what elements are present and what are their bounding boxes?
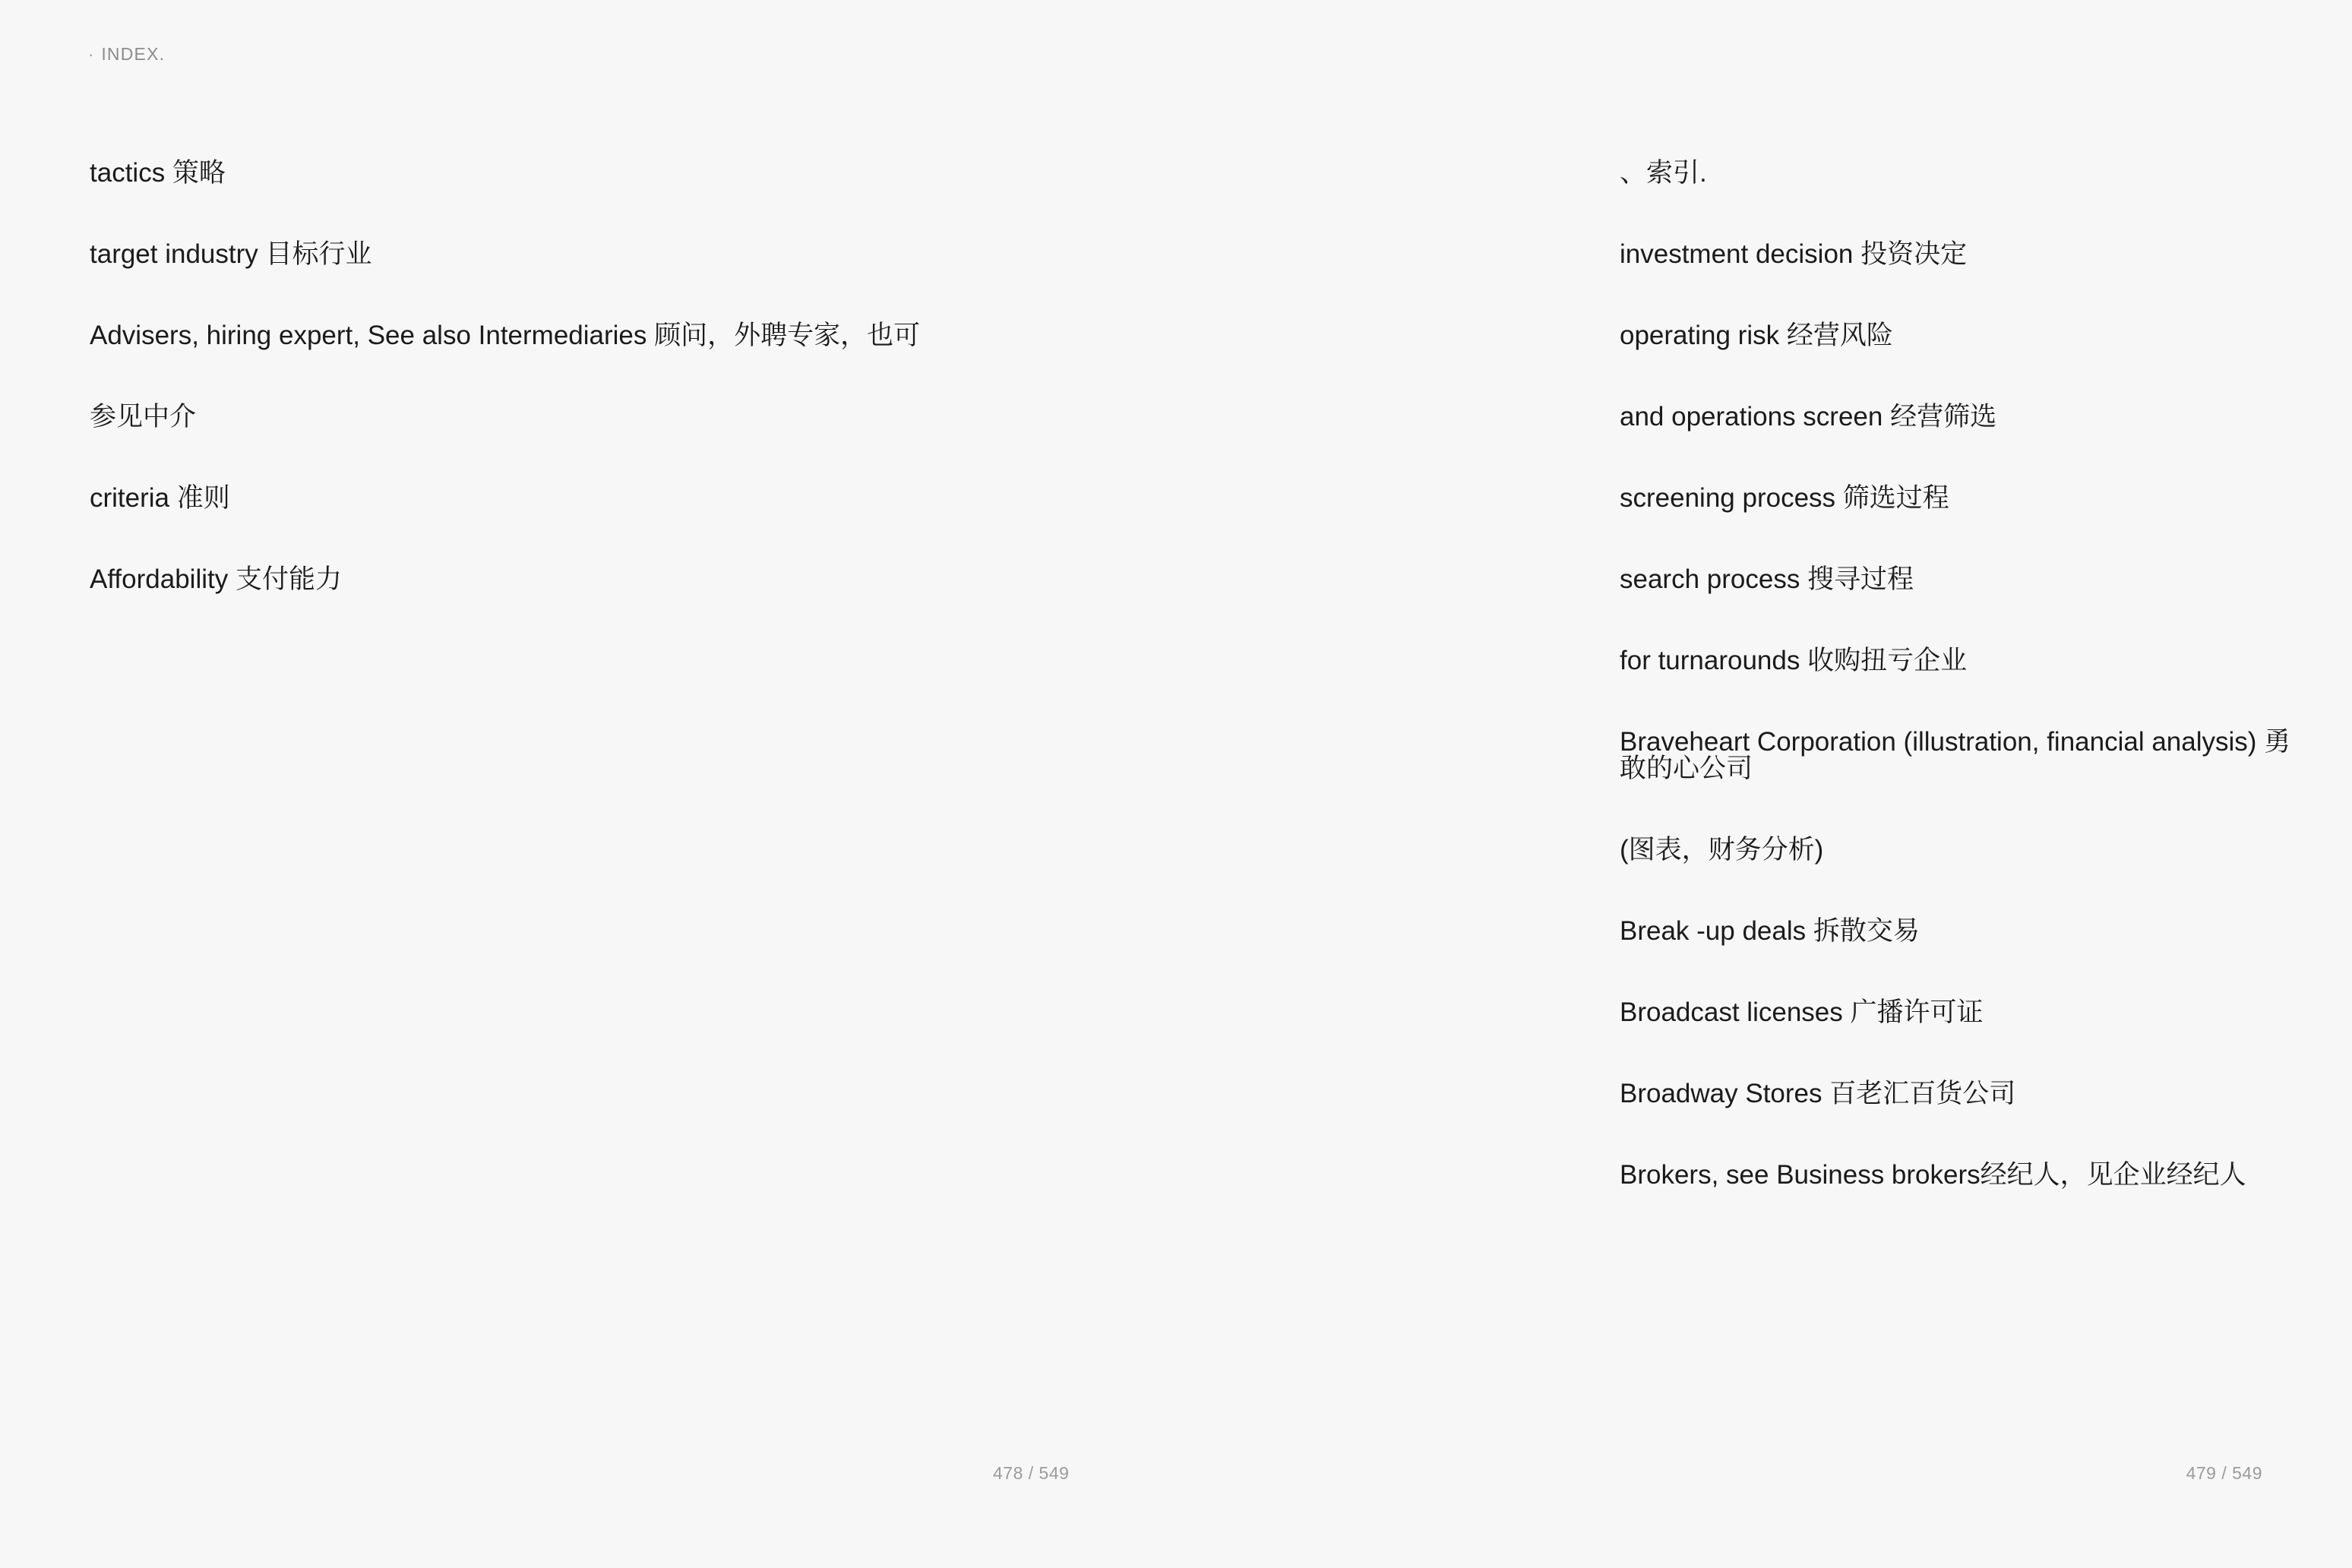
page-footer	[0, 1463, 2352, 1486]
index-entry: tactics 策略	[90, 158, 226, 188]
index-entry: screening process 筛选过程	[1620, 483, 1949, 513]
index-entry: Brokers, see Business brokers经纪人，见企业经纪人	[1620, 1160, 2246, 1190]
index-header	[88, 44, 165, 65]
index-entry: target industry 目标行业	[90, 239, 372, 269]
index-entry: Break -up deals 拆散交易	[1620, 916, 1920, 946]
index-header-label: INDEX.	[101, 44, 166, 64]
index-entry: search process 搜寻过程	[1620, 564, 1914, 594]
index-entry: 参见中介	[90, 402, 197, 432]
index-entry: Broadway Stores 百老汇百货公司	[1620, 1079, 2016, 1108]
index-entry: Braveheart Corporation (illustration, financial analysis) 勇敢的心公司	[1620, 727, 2291, 783]
index-entry: criteria 准则	[90, 483, 230, 513]
page-number-left: 478 / 549	[993, 1463, 1070, 1483]
index-entry: 、索引.	[1620, 158, 1707, 188]
bullet-icon: ·	[88, 44, 94, 64]
index-entry: for turnarounds 收购扭亏企业	[1620, 646, 1968, 675]
index-columns	[0, 160, 2352, 1188]
index-entry: investment decision 投资决定	[1620, 239, 1968, 269]
index-entry: Broadcast licenses 广播许可证	[1620, 997, 1984, 1027]
index-entry: (图表，财务分析)	[1620, 835, 1824, 865]
index-entry: and operations screen 经营筛选	[1620, 402, 1997, 432]
index-entry: Affordability 支付能力	[90, 564, 342, 594]
index-column-left	[0, 160, 1190, 1188]
index-entry: Advisers, hiring expert, See also Intermediaries 顾问，外聘专家，也可	[90, 321, 921, 350]
page-number-right: 479 / 549	[2186, 1463, 2262, 1483]
index-column-right	[1190, 160, 2352, 1188]
index-entry: operating risk 经营风险	[1620, 321, 1893, 350]
